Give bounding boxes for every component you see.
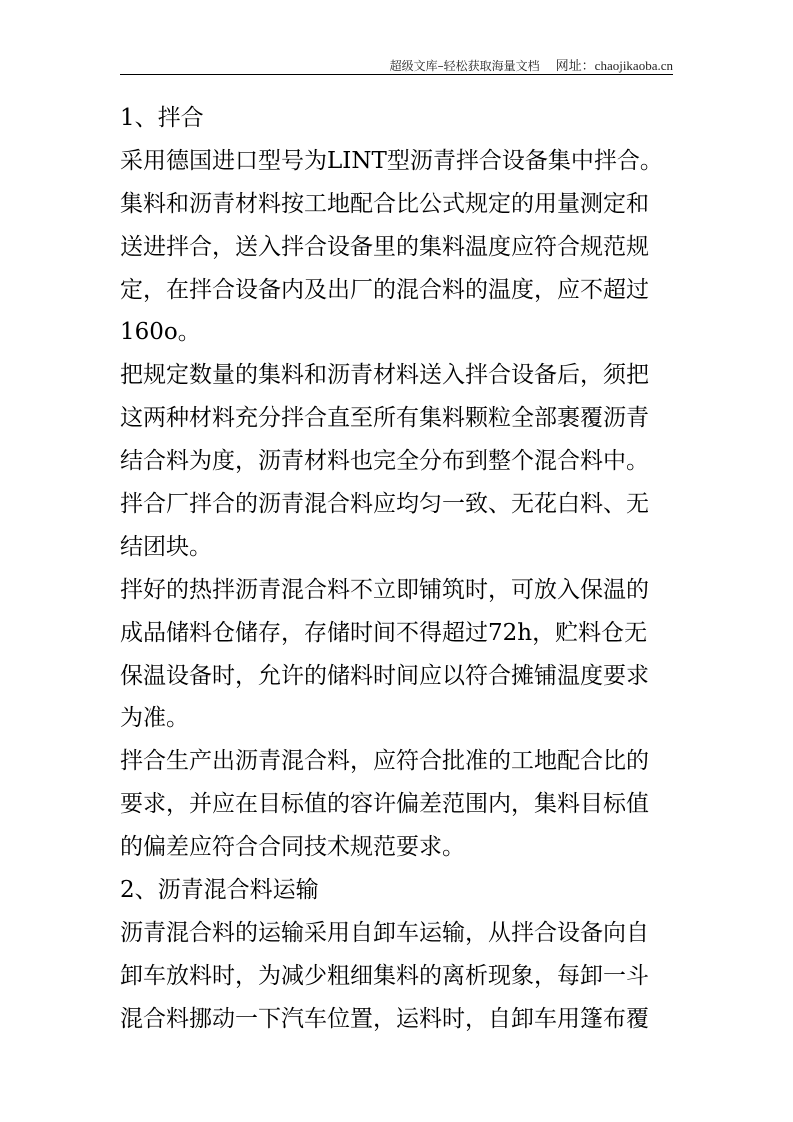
document-body <box>120 97 680 1041</box>
header-url-text: 网址：chaojikaoba.cn <box>555 58 673 73</box>
text-line: 要求，并应在目标值的容许偏差范围内，集料目标值 <box>120 791 649 818</box>
text-line: 为准。 <box>120 705 189 732</box>
text-line: 卸车放料时，为减少粗细集料的离析现象，每卸一斗 <box>120 962 649 989</box>
section-heading-mixing: 1、拌合 <box>120 105 204 131</box>
text-line: 的偏差应符合合同技术规范要求。 <box>120 834 465 861</box>
text-line: 沥青混合料的运输采用自卸车运输，从拌合设备向自 <box>120 919 649 946</box>
text-line: 拌合厂拌合的沥青混合料应均匀一致、无花白料、无 <box>120 491 649 518</box>
text-line: 拌好的热拌沥青混合料不立即铺筑时，可放入保温的 <box>120 576 649 603</box>
text-line: 混合料挪动一下汽车位置，运料时，自卸车用篷布覆 <box>120 1005 649 1032</box>
text-line: 结合料为度，沥青材料也完全分布到整个混合料中。 <box>120 448 649 475</box>
text-line: 160o。 <box>120 319 201 346</box>
text-line: 集料和沥青材料按工地配合比公式规定的用量测定和 <box>120 190 649 217</box>
text-line: 送进拌合，送入拌合设备里的集料温度应符合规范规 <box>120 233 649 260</box>
text-line: 拌合生产出沥青混合料，应符合批准的工地配合比的 <box>120 748 649 775</box>
text-line: 把规定数量的集料和沥青材料送入拌合设备后，须把 <box>120 362 649 389</box>
text-line: 成品储料仓储存，存储时间不得超过72h，贮料仓无 <box>120 619 648 646</box>
text-line: 采用德国进口型号为LINT型沥青拌合设备集中拌合。 <box>120 147 663 174</box>
text-line: 这两种材料充分拌合直至所有集料颗粒全部裹覆沥青 <box>120 405 649 432</box>
page-header <box>120 55 673 75</box>
text-line: 定，在拌合设备内及出厂的混合料的温度，应不超过 <box>120 276 649 303</box>
header-divider <box>120 74 673 75</box>
text-line: 保温设备时，允许的储料时间应以符合摊铺温度要求 <box>120 662 649 689</box>
text-line: 结团块。 <box>120 533 212 560</box>
section-heading-transport: 2、沥青混合料运输 <box>120 877 319 904</box>
header-site-text: 超级文库–轻松获取海量文档 <box>389 59 540 73</box>
